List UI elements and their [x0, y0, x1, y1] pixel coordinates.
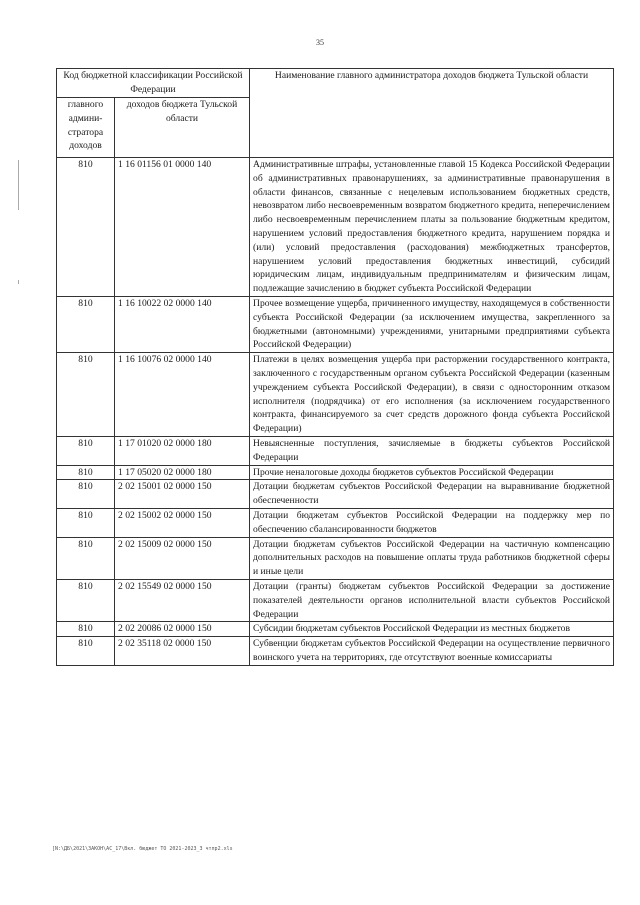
income-name-cell: Дотации (гранты) бюджетам субъектов Российской Федерации за достижение показателей деятельности органов исполнительной власти субъектов Российской Федерации — [250, 579, 614, 621]
admin-code-cell: 810 — [57, 436, 115, 465]
admin-code-cell: 810 — [57, 508, 115, 537]
table-row — [57, 436, 614, 465]
income-code-cell: 2 02 15002 02 0000 150 — [115, 508, 250, 537]
table-row — [57, 353, 614, 437]
income-code-cell: 1 16 01156 01 0000 140 — [115, 158, 250, 297]
header-admin-column: главного админи-стратора доходов — [57, 98, 115, 158]
income-code-cell: 2 02 15009 02 0000 150 — [115, 537, 250, 579]
table-row — [57, 508, 614, 537]
admin-code-cell: 810 — [57, 537, 115, 579]
income-code-cell: 2 02 35118 02 0000 150 — [115, 637, 250, 666]
table-row — [57, 622, 614, 637]
table-row — [57, 158, 614, 297]
admin-code-cell: 810 — [57, 637, 115, 666]
income-name-cell: Дотации бюджетам субъектов Российской Федерации на поддержку мер по обеспечению сбалансированности бюджетов — [250, 508, 614, 537]
income-name-cell: Дотации бюджетам субъектов Российской Федерации на выравнивание бюджетной обеспеченности — [250, 480, 614, 509]
table-row — [57, 637, 614, 666]
footer-file-path: [N:\ДБ\2021\ЗАКОН\АС_17\Вкл. бюджет ТО 2021-2023_3 чтпр2.xls — [52, 846, 233, 852]
table-row — [57, 579, 614, 621]
income-name-cell: Прочие неналоговые доходы бюджетов субъектов Российской Федерации — [250, 465, 614, 480]
income-name-cell: Дотации бюджетам субъектов Российской Федерации на частичную компенсацию дополнительных расходов на повышение оплаты труда работников бюджетной сферы и иные цели — [250, 537, 614, 579]
table-row — [57, 296, 614, 352]
admin-code-cell: 810 — [57, 579, 115, 621]
income-name-cell: Субсидии бюджетам субъектов Российской Федерации из местных бюджетов — [250, 622, 614, 637]
income-name-cell: Платежи в целях возмещения ущерба при расторжении государственного контракта, заключенного с государственным органом субъекта Российской Федерации (казенным учреждением субъекта Российской Федерации), в связи с односторонним отказом исполнителя (подрядчика) от его исполнения (за исключением государственного контракта, финансируемого за счет средств дорожного фонда субъекта Российской Федерации) — [250, 353, 614, 437]
page-number: 35 — [316, 38, 324, 47]
income-code-cell: 1 17 05020 02 0000 180 — [115, 465, 250, 480]
income-code-cell: 1 16 10076 02 0000 140 — [115, 353, 250, 437]
income-codes-table — [56, 68, 614, 666]
income-code-cell: 1 17 01020 02 0000 180 — [115, 436, 250, 465]
admin-code-cell: 810 — [57, 353, 115, 437]
header-income-column: доходов бюджета Тульской области — [115, 98, 250, 158]
admin-code-cell: 810 — [57, 296, 115, 352]
table-row — [57, 480, 614, 509]
admin-code-cell: 810 — [57, 465, 115, 480]
income-code-cell: 2 02 20086 02 0000 150 — [115, 622, 250, 637]
income-code-cell: 1 16 10022 02 0000 140 — [115, 296, 250, 352]
table-row — [57, 465, 614, 480]
income-code-cell: 2 02 15549 02 0000 150 — [115, 579, 250, 621]
income-code-cell: 2 02 15001 02 0000 150 — [115, 480, 250, 509]
income-name-cell: Административные штрафы, установленные главой 15 Кодекса Российской Федерации об административных правонарушениях, за административные правонарушения в области финансов, связанные с нецелевым использованием бюджетных средств, невозвратом либо несвоевременным возвратом бюджетного кредита, неперечислением либо несвоевременным перечислением платы за пользование бюджетным кредитом, нарушением условий предоставления бюджетного кредита, нарушением порядка и (или) условий предоставления (расходования) межбюджетных трансфертов, нарушением условий предоставления бюджетных инвестиций, субсидий юридическим лицам, индивидуальным предпринимателям и физическим лицам, подлежащие зачислению в бюджет субъекта Российской Федерации — [250, 158, 614, 297]
margin-mark — [18, 280, 19, 284]
table-row — [57, 537, 614, 579]
admin-code-cell: 810 — [57, 480, 115, 509]
income-name-cell: Субвенции бюджетам субъектов Российской Федерации на осуществление первичного воинского учета на территориях, где отсутствуют военные комиссариаты — [250, 637, 614, 666]
margin-mark — [18, 160, 19, 210]
header-name-column: Наименование главного администратора доходов бюджета Тульской области — [250, 69, 614, 158]
admin-code-cell: 810 — [57, 158, 115, 297]
income-name-cell: Невыясненные поступления, зачисляемые в бюджеты субъектов Российской Федерации — [250, 436, 614, 465]
income-name-cell: Прочее возмещение ущерба, причиненного имуществу, находящемуся в собственности субъекта Российской Федерации (за исключением имущества, закрепленного за бюджетными (автономными) учреждениями, унитарными предприятиями субъекта Российской Федерации) — [250, 296, 614, 352]
table-body — [57, 158, 614, 666]
header-code-group: Код бюджетной классификации Российской Федерации — [57, 69, 250, 98]
admin-code-cell: 810 — [57, 622, 115, 637]
